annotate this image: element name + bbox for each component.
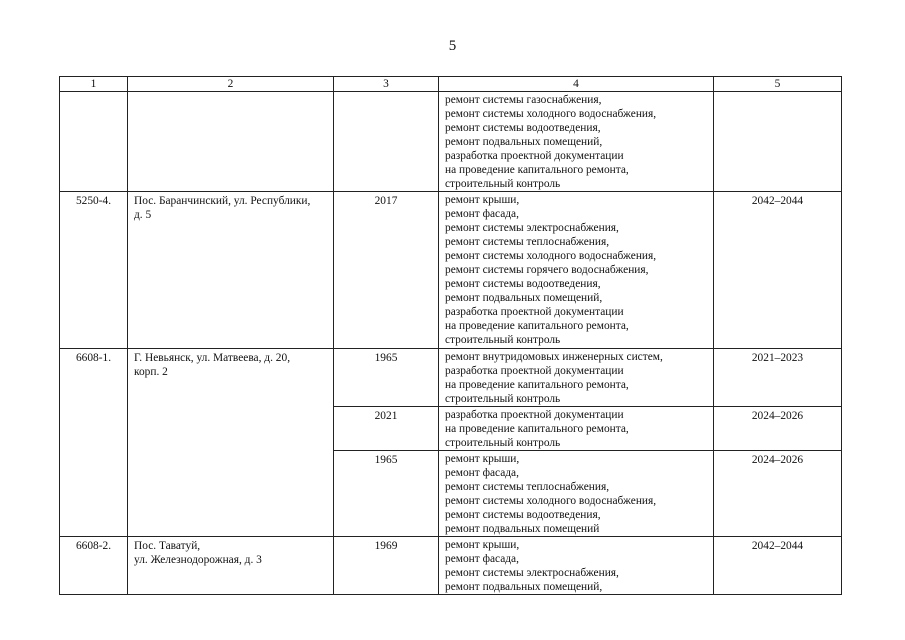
work-item: строительный контроль xyxy=(445,393,561,405)
work-item: ремонт внутридомовых инженерных систем, xyxy=(445,351,663,363)
row-id: 6608-2. xyxy=(60,537,128,595)
work-item: строительный контроль xyxy=(445,178,561,190)
work-item: разработка проектной документации xyxy=(445,306,624,318)
row-year: 1969 xyxy=(334,537,439,595)
row-year: 1965 xyxy=(334,451,439,537)
header-cell-4: 4 xyxy=(439,77,714,92)
work-item: ремонт фасада, xyxy=(445,208,519,220)
work-item: ремонт системы электроснабжения, xyxy=(445,567,619,579)
work-item: ремонт крыши, xyxy=(445,539,520,551)
work-item: ремонт фасада, xyxy=(445,553,519,565)
row-id: 5250-4. xyxy=(60,192,128,349)
work-item: ремонт подвальных помещений xyxy=(445,523,600,535)
work-item: ремонт подвальных помещений, xyxy=(445,136,603,148)
work-item: ремонт системы холодного водоснабжения, xyxy=(445,495,657,507)
row-period: 2021–2023 xyxy=(714,349,842,407)
address-line: Пос. Таватуй, xyxy=(134,540,201,552)
row-year: 2017 xyxy=(334,192,439,349)
table-row xyxy=(60,192,842,349)
row-year: 1965 xyxy=(334,349,439,407)
work-item: ремонт крыши, xyxy=(445,453,520,465)
work-item: ремонт крыши, xyxy=(445,194,520,206)
work-item: ремонт системы водоотведения, xyxy=(445,122,601,134)
row-period: 2042–2044 xyxy=(714,192,842,349)
work-item: ремонт фасада, xyxy=(445,467,519,479)
work-item: строительный контроль xyxy=(445,334,561,346)
work-item: разработка проектной документации xyxy=(445,409,624,421)
row-year xyxy=(334,92,439,192)
work-item: ремонт системы водоотведения, xyxy=(445,509,601,521)
row-period: 2042–2044 xyxy=(714,537,842,595)
row-address xyxy=(128,192,334,349)
work-item: на проведение капитального ремонта, xyxy=(445,379,629,391)
work-item: ремонт подвальных помещений, xyxy=(445,292,603,304)
row-works xyxy=(439,349,714,407)
work-item: ремонт системы холодного водоснабжения, xyxy=(445,250,657,262)
row-address xyxy=(128,349,334,537)
table-row xyxy=(60,537,842,595)
row-works xyxy=(439,451,714,537)
row-works xyxy=(439,537,714,595)
header-cell-2: 2 xyxy=(128,77,334,92)
work-item: ремонт системы горячего водоснабжения, xyxy=(445,264,649,276)
row-year: 2021 xyxy=(334,407,439,451)
work-item: ремонт системы электроснабжения, xyxy=(445,222,619,234)
work-item: ремонт системы теплоснабжения, xyxy=(445,236,610,248)
header-cell-3: 3 xyxy=(334,77,439,92)
row-works xyxy=(439,192,714,349)
work-item: на проведение капитального ремонта, xyxy=(445,164,629,176)
address-line: Пос. Баранчинский, ул. Республики, xyxy=(134,195,311,207)
row-address xyxy=(128,92,334,192)
row-works xyxy=(439,407,714,451)
row-id: 6608-1. xyxy=(60,349,128,537)
work-item: ремонт системы газоснабжения, xyxy=(445,94,602,106)
row-period xyxy=(714,92,842,192)
address-line: д. 5 xyxy=(134,209,152,221)
work-item: ремонт системы холодного водоснабжения, xyxy=(445,108,657,120)
work-item: строительный контроль xyxy=(445,437,561,449)
header-cell-5: 5 xyxy=(714,77,842,92)
work-item: ремонт системы водоотведения, xyxy=(445,278,601,290)
row-period: 2024–2026 xyxy=(714,451,842,537)
address-line: корп. 2 xyxy=(134,366,168,378)
table-row xyxy=(60,92,842,192)
work-item: на проведение капитального ремонта, xyxy=(445,423,629,435)
row-works xyxy=(439,92,714,192)
address-line: Г. Невьянск, ул. Матвеева, д. 20, xyxy=(134,352,291,364)
page-number: 5 xyxy=(448,38,457,54)
work-item: ремонт системы теплоснабжения, xyxy=(445,481,610,493)
work-item: разработка проектной документации xyxy=(445,150,624,162)
row-id xyxy=(60,92,128,192)
row-period: 2024–2026 xyxy=(714,407,842,451)
row-address xyxy=(128,537,334,595)
table-header-row xyxy=(60,77,842,92)
repair-schedule-table xyxy=(59,76,842,595)
table-row xyxy=(60,349,842,407)
work-item: разработка проектной документации xyxy=(445,365,624,377)
work-item: ремонт подвальных помещений, xyxy=(445,581,603,593)
address-line: ул. Железнодорожная, д. 3 xyxy=(134,554,262,566)
work-item: на проведение капитального ремонта, xyxy=(445,320,629,332)
header-cell-1: 1 xyxy=(60,77,128,92)
